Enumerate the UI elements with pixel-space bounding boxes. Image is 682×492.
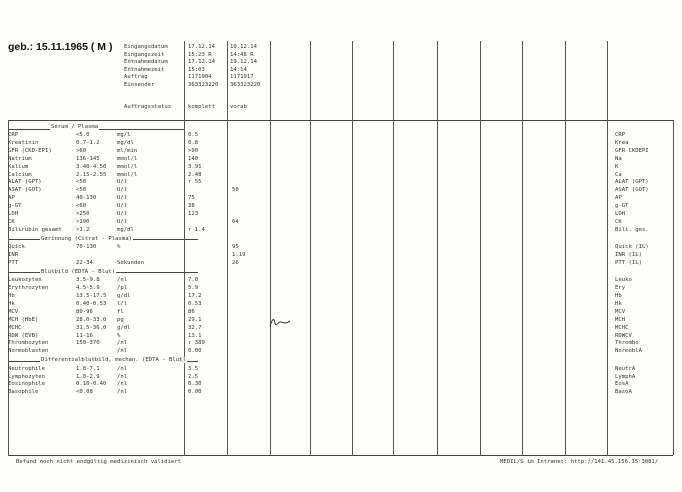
header-field-label: Entnahmedatum (124, 59, 168, 66)
unit: Sekunden (117, 259, 144, 266)
analyte-name: Quick (8, 244, 25, 251)
header-field-label: Einsender (124, 82, 155, 88)
reference-range: <190 (76, 218, 90, 225)
status-label: Auftragsstatus (124, 104, 172, 110)
result-value-1: 2.5 (188, 373, 199, 380)
result-value-1: 0.00 (188, 348, 202, 355)
analyte-code: K (615, 163, 619, 170)
unit: mg/dl (117, 139, 134, 146)
analyte-code: CK (615, 218, 622, 225)
analyte-name: Basophile (8, 389, 39, 396)
analyte-code: Hb (615, 293, 622, 299)
unit: /nl (117, 348, 128, 355)
analyte-code: MCHC (615, 324, 629, 331)
analyte-code: LymphA (615, 373, 636, 380)
unit: U/l (117, 203, 128, 210)
grid-column-line (607, 41, 608, 455)
result-value-1: 140 (188, 155, 199, 162)
analyte-name: Lymphozyten (8, 373, 46, 380)
reference-range: 3.40-4.50 (76, 163, 107, 170)
reference-range: 80-96 (76, 308, 93, 315)
unit: mmol/l (117, 155, 138, 162)
result-value-1: 0.5 (188, 132, 199, 138)
unit: U/l (117, 187, 128, 194)
analyte-name: INR (8, 252, 19, 258)
unit: /nl (117, 389, 128, 396)
analyte-name: GFR (CKD-EPI) (8, 147, 52, 154)
unit: /nl (117, 373, 128, 380)
result-value-1: 0.53 (188, 300, 202, 307)
analyte-code: Bili. ges. (615, 226, 649, 233)
analyte-code: ASAT (GOT) (615, 187, 649, 194)
unit: % (117, 244, 121, 251)
analyte-name: Thrombozyten (8, 340, 49, 347)
reference-range: <50 (76, 179, 87, 186)
unit: % (117, 332, 121, 339)
reference-range: <0.08 (76, 389, 93, 396)
result-value-2: 26 (232, 259, 239, 266)
header-field-value-2: 363323220 (230, 82, 261, 88)
analyte-code: EosA (615, 381, 629, 388)
analyte-code: BasoA (615, 389, 632, 396)
analyte-code: NeutrA (615, 365, 636, 372)
header-field-value-2: 14:48 R (230, 51, 254, 58)
result-value-1: ↑ 55 (188, 179, 202, 186)
grid-column-line (673, 120, 674, 455)
unit: ml/min (117, 147, 138, 154)
result-value-1: 0.00 (188, 389, 202, 396)
reference-range: 136-145 (76, 155, 100, 162)
grid-column-line (352, 41, 353, 455)
grid-column-line (184, 41, 185, 455)
result-value-1: 29.1 (188, 316, 202, 323)
table-bottom-rule (8, 455, 673, 456)
status-value-2: vorab (230, 104, 247, 110)
reference-range: 31.5-36.0 (76, 324, 107, 331)
result-value-1: 7.0 (188, 277, 199, 284)
analyte-name: CK (8, 218, 15, 225)
reference-range: 13.5-17.5 (76, 293, 107, 299)
reference-range: 28.0-33.0 (76, 316, 107, 323)
result-value-1: 0.8 (188, 139, 199, 146)
analyte-code: MCH (615, 316, 626, 323)
analyte-name: RDW (EVB) (8, 332, 39, 339)
result-value-1: >90 (188, 147, 199, 154)
header-field-value-1: 15:03 (188, 66, 205, 73)
header-field-value-1: 17.12.14 (188, 59, 215, 66)
result-value-1: 0.30 (188, 381, 202, 388)
reference-range: <5.0 (76, 132, 90, 138)
analyte-code: Ca (615, 171, 622, 178)
analyte-name: Calcium (8, 171, 32, 178)
analyte-code: INR (IL) (615, 252, 642, 258)
unit: mmol/l (117, 171, 138, 178)
analyte-code: Leuko (615, 277, 632, 284)
analyte-code: Krea (615, 139, 629, 146)
unit: U/l (117, 195, 128, 202)
reference-range: 4.5-5.9 (76, 285, 100, 292)
header-field-label: Eingangszeit (124, 51, 165, 58)
header-field-value-2: 19.12.14 (230, 44, 257, 50)
reference-range: 0.40-0.53 (76, 300, 107, 307)
unit: mg/l (117, 132, 131, 138)
analyte-name: PTT (8, 259, 19, 266)
reference-range: 70-130 (76, 244, 97, 251)
analyte-name: MCH (HbE) (8, 316, 39, 323)
result-value-1: 75 (188, 195, 195, 202)
patient-dob: geb.: 15.11.1965 ( M ) (8, 41, 113, 53)
analyte-code: Thrombo (615, 340, 639, 347)
analyte-code: Na (615, 155, 622, 162)
analyte-code: RDWCV (615, 332, 632, 339)
reference-range: 22-34 (76, 259, 93, 266)
header-field-value-1: 1171904 (188, 74, 212, 81)
result-value-1: 3.91 (188, 163, 202, 170)
analyte-code: PTT (IL) (615, 259, 642, 266)
section-title-diff: Differentialblutbild, mechan. (EDTA - Blut) (41, 357, 186, 364)
result-value-1: 123 (188, 211, 199, 217)
section-title-gerinnung: Gerinnung (Citrat - Plasma) (41, 235, 132, 242)
result-value-1: ↑ 389 (188, 340, 205, 347)
analyte-name: Hk (8, 300, 15, 307)
analyte-name: CRP (8, 132, 19, 138)
unit: g/dl (117, 293, 131, 299)
result-value-2: 95 (232, 244, 239, 251)
section-title-blutbild: Blutbild (EDTA - Blut) (41, 268, 116, 275)
grid-column-line (310, 41, 311, 455)
analyte-name: Erythrozyten (8, 285, 49, 292)
analyte-code: AP (615, 195, 622, 202)
reference-range: 40-130 (76, 195, 97, 202)
analyte-code: Hk (615, 300, 622, 307)
reference-range: >60 (76, 147, 87, 154)
reference-range: 2.15-2.55 (76, 171, 107, 178)
analyte-code: CRP (615, 132, 626, 138)
result-value-1: 17.2 (188, 293, 202, 299)
reference-range: 1.8-7.1 (76, 365, 100, 372)
analyte-name: MCV (8, 308, 19, 315)
header-field-label: Eingangsdatum (124, 44, 168, 50)
footer-intranet: MEDIL/S im Intranet: http://141.45.156.35:3081/ (500, 459, 659, 465)
analyte-name: Leukozyten (8, 277, 42, 284)
result-value-1: 5.9 (188, 285, 199, 292)
analyte-name: Kreatinin (8, 139, 39, 146)
unit: /pl (117, 285, 128, 292)
unit: /nl (117, 340, 128, 347)
analyte-code: MCV (615, 308, 626, 315)
analyte-code: g-GT (615, 203, 629, 210)
grid-column-line (565, 41, 566, 455)
header-field-value-2: 14:14 (230, 66, 247, 73)
header-field-value-1: 17.12.14 (188, 44, 215, 50)
unit: pg (117, 316, 124, 323)
unit: fl (117, 308, 124, 315)
analyte-name: LDH (8, 211, 19, 217)
analyte-name: Kalium (8, 163, 29, 170)
analyte-name: ALAT (GPT) (8, 179, 42, 186)
analyte-name: Hb (8, 293, 15, 299)
reference-range: 1.0-2.9 (76, 373, 100, 380)
reference-range: <60 (76, 203, 87, 210)
unit: mg/dl (117, 226, 134, 233)
grid-column-line (393, 41, 394, 455)
reference-range: <250 (76, 211, 90, 217)
reference-range: 0.10-0.40 (76, 381, 107, 388)
grid-column-line (437, 41, 438, 455)
handwritten-mark (268, 313, 294, 331)
unit: g/dl (117, 324, 131, 331)
unit: U/l (117, 179, 128, 186)
unit: U/l (117, 211, 128, 217)
analyte-name: g-GT (8, 203, 22, 210)
analyte-name: Natrium (8, 155, 32, 162)
analyte-code: Ery (615, 285, 626, 292)
header-field-label: Entnahmezeit (124, 66, 165, 73)
grid-column-line (522, 41, 523, 455)
reference-range: 3.5-9.8 (76, 277, 100, 284)
unit: /nl (117, 365, 128, 372)
result-value-1: ↑ 1.4 (188, 226, 205, 233)
result-value-1: 38 (188, 203, 195, 210)
result-value-1: 3.5 (188, 365, 199, 372)
analyte-name: Neutrophile (8, 365, 46, 372)
header-field-value-1: 15:23 R (188, 51, 212, 58)
grid-column-line (227, 41, 228, 455)
analyte-name: AP (8, 195, 15, 202)
analyte-code: NormoblA (615, 348, 642, 355)
result-value-1: 86 (188, 308, 195, 315)
header-field-value-1: 363323220 (188, 82, 219, 88)
analyte-code: GFR CKDEPI (615, 147, 649, 154)
result-value-2: 64 (232, 218, 239, 225)
unit: mmol/l (117, 163, 138, 170)
grid-column-line (270, 41, 271, 455)
table-top-rule (8, 120, 673, 121)
unit: /nl (117, 277, 128, 284)
header-field-value-2: 1171917 (230, 74, 254, 81)
unit: U/l (117, 218, 128, 225)
header-field-value-2: 19.12.14 (230, 59, 257, 66)
analyte-name: MCHC (8, 324, 22, 331)
status-value-1: komplett (188, 104, 215, 110)
section-title-serum: Serum / Plasma (51, 124, 99, 130)
reference-range: 150-370 (76, 340, 100, 347)
analyte-code: LDH (615, 211, 626, 217)
result-value-1: 32.7 (188, 324, 202, 331)
analyte-name: Bilirubin gesamt (8, 226, 62, 233)
result-value-1: 2.48 (188, 171, 202, 178)
reference-range: 11-16 (76, 332, 93, 339)
header-field-label: Auftrag (124, 74, 148, 81)
reference-range: <1.2 (76, 226, 90, 233)
analyte-code: ALAT (GPT) (615, 179, 649, 186)
result-value-1: 13.1 (188, 332, 202, 339)
unit: /nl (117, 381, 128, 388)
reference-range: 0.7-1.2 (76, 139, 100, 146)
result-value-2: 1.19 (232, 252, 246, 258)
analyte-name: Eosinophile (8, 381, 46, 388)
unit: l/l (117, 300, 128, 307)
footer-note: Befund noch nicht endgültig medizinisch validiert (16, 459, 182, 465)
analyte-code: Quick (IL) (615, 244, 649, 251)
analyte-name: Normoblasten (8, 348, 49, 355)
analyte-name: ASAT (GOT) (8, 187, 42, 194)
reference-range: <50 (76, 187, 87, 194)
result-value-2: 50 (232, 187, 239, 194)
grid-column-line (480, 41, 481, 455)
